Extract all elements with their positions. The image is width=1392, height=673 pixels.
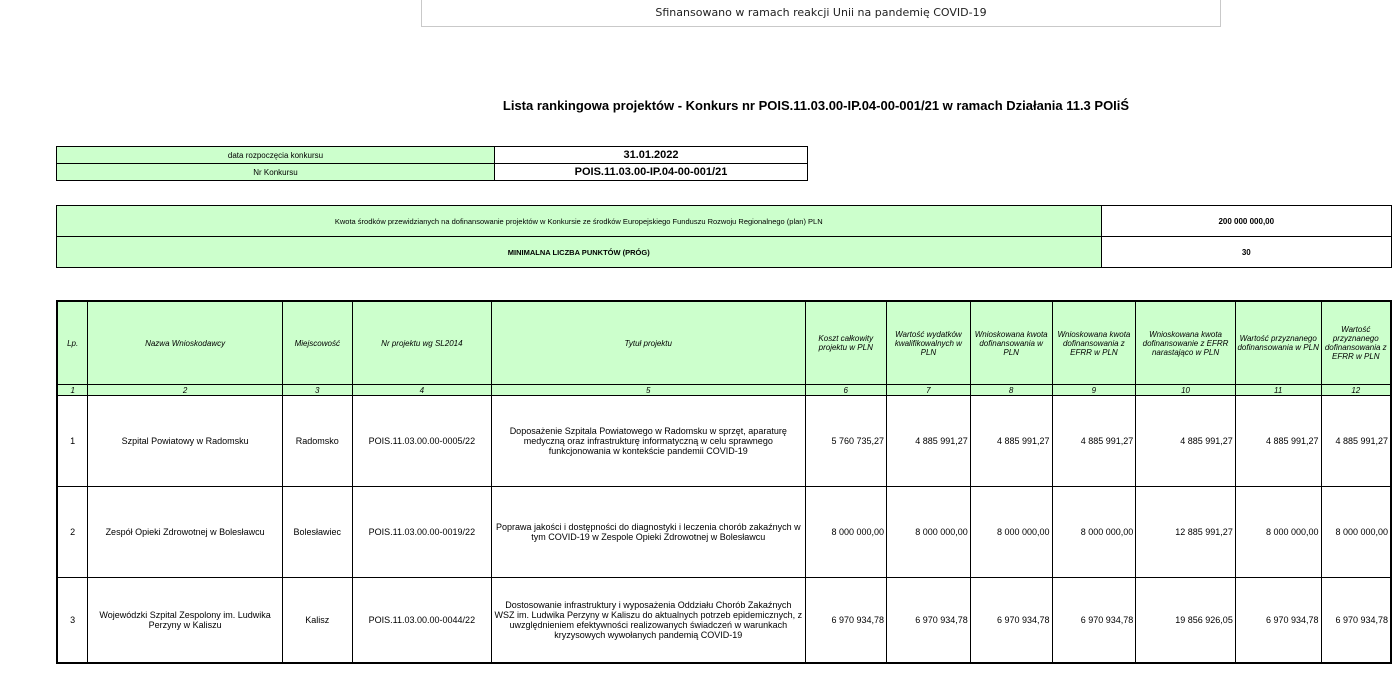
- cell-cumulative: 12 885 991,27: [1136, 487, 1236, 578]
- table-row: [57, 396, 1391, 487]
- cell-requested-efrr: 6 970 934,78: [1052, 578, 1136, 664]
- cell-granted-efrr: 8 000 000,00: [1321, 487, 1391, 578]
- column-number: 2: [88, 385, 283, 396]
- cell-granted-efrr: 4 885 991,27: [1321, 396, 1391, 487]
- cell-cumulative: 4 885 991,27: [1136, 396, 1236, 487]
- col-header-applicant: Nazwa Wnioskodawcy: [88, 301, 283, 385]
- competition-number-label: Nr Konkursu: [57, 164, 495, 181]
- start-date-value: 31.01.2022: [495, 147, 808, 164]
- cell-granted: 8 000 000,00: [1235, 487, 1321, 578]
- column-number: 1: [57, 385, 88, 396]
- cell-granted: 6 970 934,78: [1235, 578, 1321, 664]
- cell-eligible-costs: 6 970 934,78: [887, 578, 971, 664]
- col-header-cumulative: Wnioskowana kwota dofinansowanie z EFRR narastająco w PLN: [1136, 301, 1236, 385]
- column-number: 11: [1235, 385, 1321, 396]
- table-row: [57, 487, 1391, 578]
- cell-lp: 3: [57, 578, 88, 664]
- column-number: 12: [1321, 385, 1391, 396]
- banner-text: Sfinansowano w ramach reakcji Unii na pandemię COVID-19: [655, 5, 987, 19]
- column-number: 9: [1052, 385, 1136, 396]
- cell-requested: 6 970 934,78: [970, 578, 1052, 664]
- cell-requested-efrr: 8 000 000,00: [1052, 487, 1136, 578]
- cell-total-cost: 6 970 934,78: [805, 578, 887, 664]
- cell-project-number: POIS.11.03.00.00-0019/22: [352, 487, 491, 578]
- cell-eligible-costs: 8 000 000,00: [887, 487, 971, 578]
- budget-label: Kwota środków przewidzianych na dofinansowanie projektów w Konkursie ze środków Europejskiego Funduszu Rozwoju Regionalnego (plan) PLN: [57, 206, 1102, 237]
- cell-eligible-costs: 4 885 991,27: [887, 396, 971, 487]
- col-header-total-cost: Koszt całkowity projektu w PLN: [805, 301, 887, 385]
- cell-total-cost: 5 760 735,27: [805, 396, 887, 487]
- cell-granted: 4 885 991,27: [1235, 396, 1321, 487]
- cell-lp: 2: [57, 487, 88, 578]
- column-number: 10: [1136, 385, 1236, 396]
- cell-lp: 1: [57, 396, 88, 487]
- cell-city: Bolesławiec: [282, 487, 352, 578]
- header-row: [57, 301, 1391, 385]
- cell-project-number: POIS.11.03.00.00-0005/22: [352, 396, 491, 487]
- budget-value: 200 000 000,00: [1101, 206, 1391, 237]
- cell-applicant: Wojewódzki Szpital Zespolony im. Ludwika Perzyny w Kaliszu: [88, 578, 283, 664]
- col-header-granted: Wartość przyznanego dofinansowania w PLN: [1235, 301, 1321, 385]
- column-number-row: [57, 385, 1391, 396]
- funding-banner: [421, 0, 1221, 27]
- column-number: 6: [805, 385, 887, 396]
- cell-city: Kalisz: [282, 578, 352, 664]
- col-header-project-title: Tytuł projektu: [492, 301, 805, 385]
- column-number: 5: [492, 385, 805, 396]
- competition-number-value: POIS.11.03.00-IP.04-00-001/21: [495, 164, 808, 181]
- cell-project-title: Dostosowanie infrastruktury i wyposażenia Oddziału Chorób Zakaźnych WSZ im. Ludwika Perzyny w Kaliszu do aktualnych potrzeb epidemicznych, z uwzględnieniem efektywności realizowanych świadczeń w warunkach kryzysowych wywołanych pandemią COVID-19: [492, 578, 805, 664]
- budget-row: [57, 206, 1392, 237]
- col-header-granted-efrr: Wartość przyznanego dofinansowania z EFRR w PLN: [1321, 301, 1391, 385]
- column-number: 4: [352, 385, 491, 396]
- start-date-label: data rozpoczęcia konkursu: [57, 147, 495, 164]
- col-header-city: Miejscowość: [282, 301, 352, 385]
- threshold-row: [57, 237, 1392, 268]
- cell-project-number: POIS.11.03.00.00-0044/22: [352, 578, 491, 664]
- cell-applicant: Zespół Opieki Zdrowotnej w Bolesławcu: [88, 487, 283, 578]
- threshold-label: MINIMALNA LICZBA PUNKTÓW (PRÓG): [57, 237, 1102, 268]
- info-row: [57, 147, 808, 164]
- col-header-lp: Lp.: [57, 301, 88, 385]
- col-header-project-number: Nr projektu wg SL2014: [352, 301, 491, 385]
- col-header-eligible-costs: Wartość wydatków kwalifikowalnych w PLN: [887, 301, 971, 385]
- table-row: [57, 578, 1391, 664]
- cell-city: Radomsko: [282, 396, 352, 487]
- page-title: Lista rankingowa projektów - Konkurs nr POIS.11.03.00-IP.04-00-001/21 w ramach Działania 11.3 POIiŚ: [502, 98, 1130, 113]
- info-row: [57, 164, 808, 181]
- column-number: 3: [282, 385, 352, 396]
- cell-requested: 8 000 000,00: [970, 487, 1052, 578]
- cell-applicant: Szpital Powiatowy w Radomsku: [88, 396, 283, 487]
- cell-project-title: Doposażenie Szpitala Powiatowego w Radomsku w sprzęt, aparaturę medyczną oraz infrastrukturę informatyczną w celu sprawnego funkcjonowania w kontekście pandemii COVID-19: [492, 396, 805, 487]
- cell-total-cost: 8 000 000,00: [805, 487, 887, 578]
- cell-project-title: Poprawa jakości i dostępności do diagnostyki i leczenia chorób zakaźnych w tym COVID-19 w Zespole Opieki Zdrowotnej w Bolesławcu: [492, 487, 805, 578]
- threshold-value: 30: [1101, 237, 1391, 268]
- cell-granted-efrr: 6 970 934,78: [1321, 578, 1391, 664]
- col-header-requested-efrr: Wnioskowana kwota dofinansowania z EFRR w PLN: [1052, 301, 1136, 385]
- ranking-table: [56, 300, 1392, 664]
- competition-info-table: [56, 146, 808, 181]
- cell-requested-efrr: 4 885 991,27: [1052, 396, 1136, 487]
- budget-table: [56, 205, 1392, 268]
- col-header-requested: Wnioskowana kwota dofinansowania w PLN: [970, 301, 1052, 385]
- cell-cumulative: 19 856 926,05: [1136, 578, 1236, 664]
- column-number: 7: [887, 385, 971, 396]
- column-number: 8: [970, 385, 1052, 396]
- cell-requested: 4 885 991,27: [970, 396, 1052, 487]
